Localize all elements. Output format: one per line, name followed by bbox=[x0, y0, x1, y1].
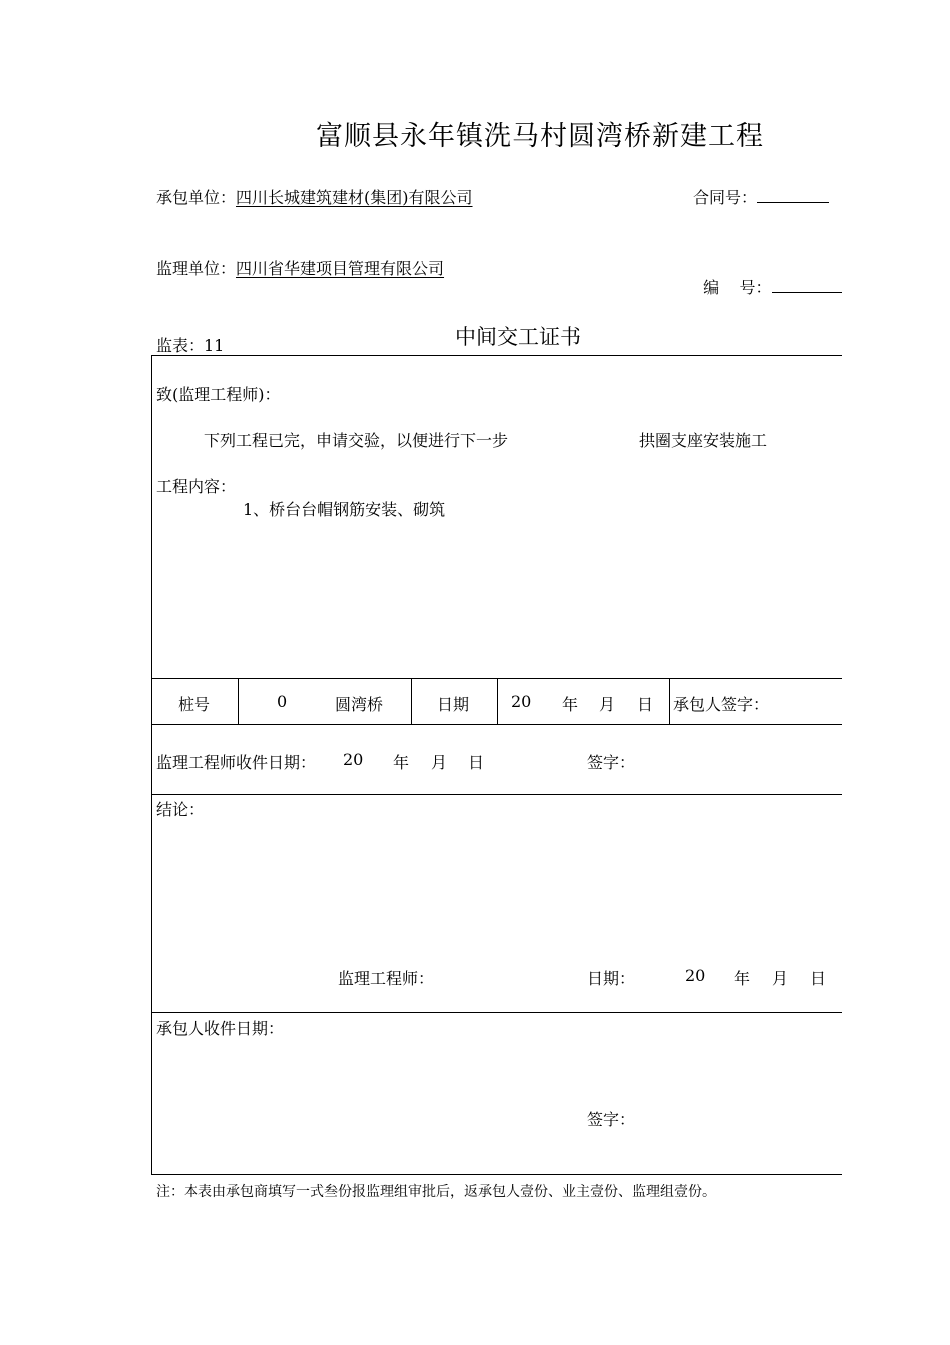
serial-no-label: 编 号： bbox=[703, 278, 772, 297]
conclusion-label: 结论： bbox=[156, 800, 205, 819]
receipt-label: 监理工程师收件日期： bbox=[156, 753, 317, 772]
receipt-year: 20 bbox=[343, 750, 364, 769]
to-line: 致(监理工程师)： bbox=[156, 385, 281, 404]
form-number: 监表：11 bbox=[156, 336, 225, 355]
conclusion-bottom-border bbox=[151, 1012, 842, 1013]
footnote: 注：本表由承包商填写一式叁份报监理组审批后，返承包人壹份、业主壹份、监理组壹份。 bbox=[156, 1184, 716, 1200]
contractor-row bbox=[156, 185, 473, 208]
contractor-receipt-sign-label: 签字： bbox=[587, 1110, 636, 1129]
conclusion-year-unit: 年 bbox=[734, 969, 751, 988]
stake-label: 桩号 bbox=[178, 695, 211, 714]
certificate-title: 中间交工证书 bbox=[455, 325, 581, 349]
receipt-sign-label: 签字： bbox=[587, 753, 636, 772]
receipt-year-unit: 年 bbox=[393, 753, 410, 772]
supervisor-label: 监理单位： bbox=[156, 259, 237, 278]
contract-no-label: 合同号： bbox=[693, 188, 758, 207]
contractor-sign-label: 承包人签字： bbox=[673, 695, 770, 714]
conclusion-date-label: 日期： bbox=[587, 969, 636, 988]
day-unit: 日 bbox=[637, 695, 654, 714]
serial-no-row bbox=[693, 256, 842, 298]
receipt-row-bottom-border bbox=[151, 794, 842, 795]
bridge-name: 圆湾桥 bbox=[335, 695, 384, 714]
info-row-bottom-border bbox=[151, 724, 842, 725]
contract-no-row bbox=[693, 185, 829, 208]
supervisor-row bbox=[156, 256, 444, 279]
serial-no-blank[interactable] bbox=[772, 276, 842, 293]
conclusion-day-unit: 日 bbox=[810, 969, 827, 988]
table-top-border bbox=[151, 355, 842, 356]
conclusion-month-unit: 月 bbox=[772, 969, 789, 988]
engineer-label: 监理工程师： bbox=[338, 969, 435, 988]
month-unit: 月 bbox=[599, 695, 616, 714]
receipt-month-unit: 月 bbox=[431, 753, 448, 772]
date-year: 20 bbox=[511, 692, 532, 711]
request-text: 下列工程已完，申请交验，以便进行下一步 bbox=[204, 431, 509, 450]
next-step: 拱圈支座安装施工 bbox=[639, 431, 768, 450]
table-left-border bbox=[151, 355, 152, 1174]
table-bottom-border bbox=[151, 1174, 842, 1175]
contractor-label: 承包单位： bbox=[156, 188, 237, 207]
info-row-divider bbox=[669, 678, 670, 724]
supervisor-value: 四川省华建项目管理有限公司 bbox=[236, 259, 445, 278]
content-item: 1、桥台台帽钢筋安装、砌筑 bbox=[243, 500, 446, 519]
contractor-receipt-label: 承包人收件日期： bbox=[156, 1019, 285, 1038]
info-row-divider bbox=[497, 678, 498, 724]
info-row-divider bbox=[411, 678, 412, 724]
content-label: 工程内容： bbox=[156, 477, 237, 496]
stake-value: 0 bbox=[277, 692, 288, 711]
year-unit: 年 bbox=[562, 695, 579, 714]
contractor-value: 四川长城建筑建材(集团)有限公司 bbox=[236, 188, 473, 207]
date-label: 日期 bbox=[437, 695, 470, 714]
contract-no-blank[interactable] bbox=[757, 186, 829, 203]
info-row-divider bbox=[238, 678, 239, 724]
conclusion-year: 20 bbox=[685, 966, 706, 985]
project-title: 富顺县永年镇洗马村圆湾桥新建工程 bbox=[316, 121, 764, 152]
receipt-day-unit: 日 bbox=[468, 753, 485, 772]
